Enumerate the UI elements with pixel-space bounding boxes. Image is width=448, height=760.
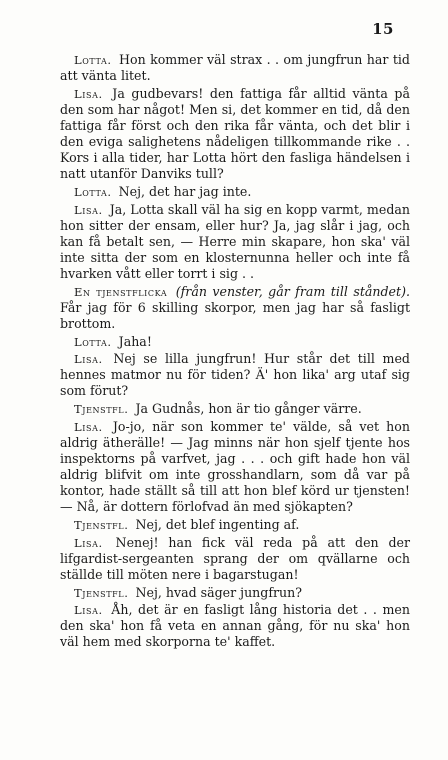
speaker-name: Lisa. xyxy=(74,202,103,217)
dialogue-text: Nej, hvad säger jungfrun? xyxy=(135,584,303,600)
speaker-name: Lisa. xyxy=(74,603,103,618)
paragraph xyxy=(60,351,410,399)
paragraph xyxy=(60,86,410,183)
dialogue-text: Ja gudbevars! den fattiga får alltid vänta på den som har något! Men si, det kommer en tid, då den fattiga får först och den rika får vänta, och det blir i den eviga salighetens nådeligen tillkommande rike . . Kors i alla tider, har Lotta hört den fasliga händelsen i natt utanför Danviks tull? xyxy=(60,85,410,182)
speaker-name: Lotta. xyxy=(74,53,112,67)
paragraph xyxy=(60,535,410,583)
speaker-name: Tjenstfl. xyxy=(74,585,129,600)
speaker-name: En tjenstflicka xyxy=(74,284,168,299)
speaker-name: Tjenstfl. xyxy=(74,517,129,532)
dialogue-text: Nej, det har jag inte. xyxy=(118,183,252,199)
page-number: 15 xyxy=(372,20,394,38)
paragraph xyxy=(60,202,410,282)
dialogue-text: Jo-jo, när son kommer te' välde, så vet hon aldrig ätherälle! — Jag minns när hon sjelf tjente hos inspektorns på varfvet, jag . . . och gift hade hon väl aldrig blifvit om inte grosshandlarn, som då var på kontor, hade ställt så till att hon blef körd ur tjensten! — Nå, är dottern förlofvad än med sjökapten? xyxy=(60,418,410,515)
paragraph xyxy=(60,517,410,533)
dialogue-text: Åh, det är en fasligt lång historia det . . men den ska' hon få veta en annan gång, för nu ska' hon väl hem med skorporna te' kaffet. xyxy=(60,602,410,650)
stage-direction: (från venster, går fram till ståndet). xyxy=(175,283,410,299)
dialogue-text: Ja, Lotta skall väl ha sig en kopp varmt, medan hon sitter der ensam, eller hur? Ja, jag slår i jag, och kan få betalt sen, — Herre min skapare, hon ska' väl inte sitta der som en klosternunna heller och inte få hvarken vått eller torrt i sig . . xyxy=(60,201,411,281)
paragraph xyxy=(60,284,410,332)
dialogue-text: Nej se lilla jungfrun! Hur står det till med hennes matmor nu för tiden? Ä' hon lika' arg utaf sig som förut? xyxy=(60,351,410,399)
play-text xyxy=(60,52,410,652)
dialogue-text: Får jag för 6 skilling skorpor, men jag har så fasligt brottom. xyxy=(60,299,410,331)
speaker-name: Tjenstfl. xyxy=(74,402,129,417)
paragraph xyxy=(60,602,410,650)
paragraph xyxy=(60,401,410,417)
speaker-name: Lotta. xyxy=(74,184,112,199)
speaker-name: Lotta. xyxy=(74,334,112,349)
speaker-name: Lisa. xyxy=(74,419,103,434)
dialogue-text: Jaha! xyxy=(118,333,152,349)
dialogue-text: Nenej! han fick väl reda på att den der lifgardist-sergeanten sprang der om qvällarne och ställde till möten nere i bagarstugan! xyxy=(60,534,410,582)
paragraph xyxy=(60,585,410,601)
dialogue-text: Hon kommer väl strax . . om jungfrun har tid att vänta litet. xyxy=(60,52,410,84)
speaker-name: Lisa. xyxy=(74,352,103,367)
speaker-name: Lisa. xyxy=(74,86,103,101)
speaker-name: Lisa. xyxy=(74,535,103,550)
dialogue-text: Ja Gudnås, hon är tio gånger värre. xyxy=(135,401,362,417)
paragraph xyxy=(60,419,410,516)
paragraph xyxy=(60,184,410,200)
paragraph xyxy=(60,52,410,84)
dialogue-text: Nej, det blef ingenting af. xyxy=(135,516,300,532)
paragraph xyxy=(60,334,410,350)
